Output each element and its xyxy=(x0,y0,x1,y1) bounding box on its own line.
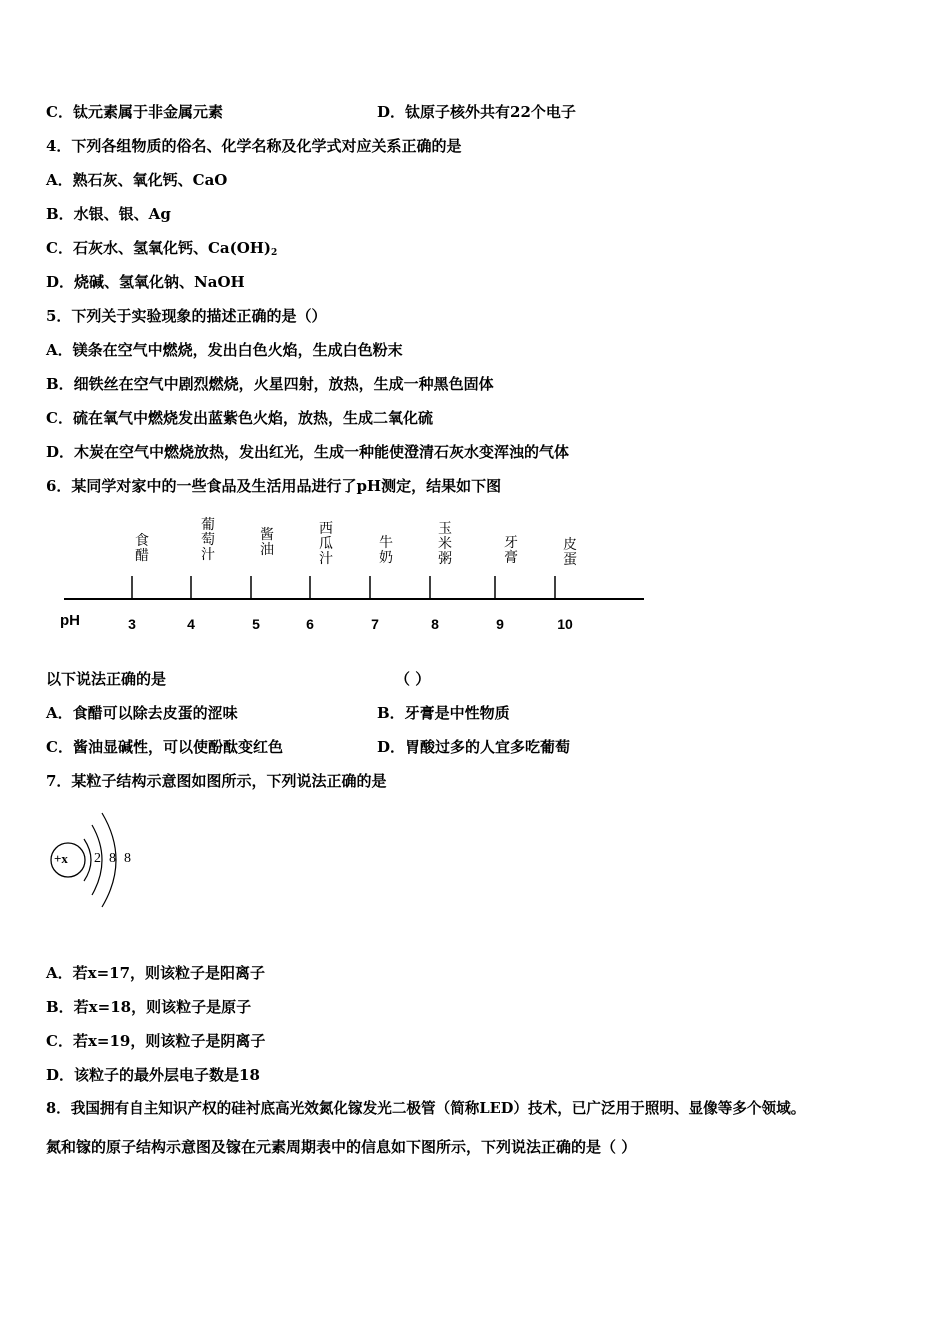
nucleus-charge: +x xyxy=(54,851,68,866)
q6-answer-bracket: （ ） xyxy=(395,670,431,688)
shell-electrons-2: 8 xyxy=(109,851,116,866)
q5-stem: 5．下列关于实验现象的描述正确的是（） xyxy=(46,307,327,325)
q8-stem-line-2: 氮和镓的原子结构示意图及镓在元素周期表中的信息如下图所示，下列说法正确的是（ ） xyxy=(46,1138,637,1156)
q4-option-c-text: C．石灰水、氢氧化钙、Ca(OH) xyxy=(46,239,272,257)
ph-item-milk: 牛奶 xyxy=(379,535,393,566)
q5-option-d: D．木炭在空气中燃烧放热，发出红光，生成一种能使澄清石灰水变浑浊的气体 xyxy=(46,443,570,461)
q6-option-b: B．牙膏是中性物质 xyxy=(377,704,510,722)
q6-option-c: C．酱油显碱性，可以使酚酞变红色 xyxy=(46,738,283,756)
q4-option-d: D．烧碱、氢氧化钠、NaOH xyxy=(46,273,245,291)
ph-item-vinegar: 食醋 xyxy=(135,533,149,564)
q3-option-c: C．钛元素属于非金属元素 xyxy=(46,103,223,121)
q4-option-c xyxy=(46,238,277,263)
ph-value-5: 5 xyxy=(252,616,260,632)
q5-option-a: A．镁条在空气中燃烧，发出白色火焰，生成白色粉末 xyxy=(46,341,403,359)
q4-stem: 4．下列各组物质的俗名、化学名称及化学式对应关系正确的是 xyxy=(46,137,462,155)
ph-item-corn-porridge: 玉米粥 xyxy=(438,521,452,567)
q6-stem: 6．某同学对家中的一些食品及生活用品进行了pH测定，结果如下图 xyxy=(46,477,502,495)
q5-option-c: C．硫在氧气中燃烧发出蓝紫色火焰，放热，生成二氧化硫 xyxy=(46,409,433,427)
ph-item-soy-sauce: 酱油 xyxy=(260,527,274,558)
ph-scale-chart xyxy=(58,510,658,640)
q4-option-b: B．水银、银、Ag xyxy=(46,205,171,223)
shell-electrons-3: 8 xyxy=(124,851,131,866)
ph-value-9: 9 xyxy=(496,616,504,632)
ph-value-4: 4 xyxy=(187,616,195,632)
q7-stem: 7．某粒子结构示意图如图所示，下列说法正确的是 xyxy=(46,772,387,790)
q7-option-a: A．若x=17，则该粒子是阳离子 xyxy=(46,964,266,982)
ph-item-grape-juice: 葡萄汁 xyxy=(201,517,215,563)
particle-structure-diagram xyxy=(46,805,156,915)
q8-stem-line-1: 8．我国拥有自主知识产权的硅衬底高光效氮化镓发光二极管（简称LED）技术，已广泛用于照明、显像等多个领域。 xyxy=(46,1100,806,1117)
q6-option-d: D．胃酸过多的人宜多吃葡萄 xyxy=(377,738,571,756)
ph-axis-label: pH xyxy=(60,612,80,629)
ph-value-3: 3 xyxy=(128,616,136,632)
ph-value-10: 10 xyxy=(557,616,573,632)
q3-option-d: D．钛原子核外共有22个电子 xyxy=(377,103,576,121)
q7-option-c: C．若x=19，则该粒子是阴离子 xyxy=(46,1032,266,1050)
q6-option-a: A．食醋可以除去皮蛋的涩味 xyxy=(46,704,238,722)
q7-option-d: D．该粒子的最外层电子数是18 xyxy=(46,1066,260,1084)
ph-value-7: 7 xyxy=(371,616,379,632)
ph-value-8: 8 xyxy=(431,616,439,632)
ph-item-preserved-egg: 皮蛋 xyxy=(563,537,577,568)
shell-electrons-1: 2 xyxy=(94,851,101,866)
q6-question: 以下说法正确的是 xyxy=(46,670,167,688)
ph-item-watermelon-juice: 西瓜汁 xyxy=(319,521,333,567)
q7-option-b: B．若x=18，则该粒子是原子 xyxy=(46,998,252,1016)
ph-value-6: 6 xyxy=(306,616,314,632)
q4-option-c-subscript: 2 xyxy=(271,248,278,258)
q5-option-b: B．细铁丝在空气中剧烈燃烧，火星四射，放热，生成一种黑色固体 xyxy=(46,375,494,393)
ph-item-toothpaste: 牙膏 xyxy=(504,535,518,566)
q4-option-a: A．熟石灰、氧化钙、CaO xyxy=(46,171,228,189)
